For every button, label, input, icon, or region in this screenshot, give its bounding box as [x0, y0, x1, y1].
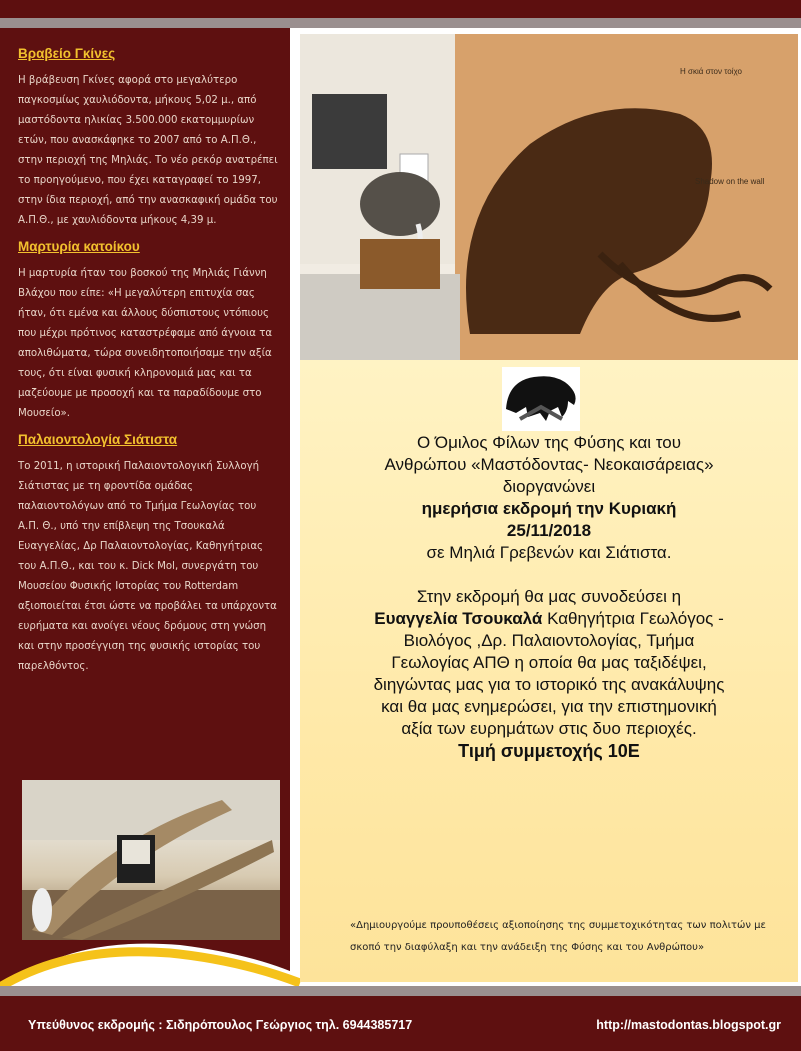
footer-contact: Υπεύθυνος εκδρομής : Σιδηρόπουλος Γεώργιος τηλ. 6944385717 — [28, 1018, 413, 1032]
guide-line-1: Στην εκδρομή θα μας συνοδεύσει η — [416, 587, 682, 606]
mastodon-logo-icon — [502, 367, 580, 431]
footer — [0, 996, 801, 1051]
announcement-line-3: διοργανώνει — [502, 477, 596, 496]
sidebar-heading-testimony: Μαρτυρία κατοίκου — [18, 239, 140, 254]
sidebar-text-testimony: Η μαρτυρία ήταν του βοσκού της Μηλιάς Γιάννη Βλάχου που είπε: «Η μεγαλύτερη επιτυχία σας ήταν, ότι εμένα και άλλους δύσπιστους ντόπιους που μέχρι πρότινος καταστρέφαμε από άγνοια τα απολιθώματα, τώρα συνειδητοποιήσαμε την αξία τους, ότι είναι φυσική κληρονομιά μας και τα μαζεύουμε με προσοχή και τα παραδίδουμε στο Μουσείο». — [18, 268, 273, 419]
top-header-band — [0, 0, 801, 18]
sidebar-content — [18, 46, 280, 685]
announcement-trip-title: ημερήσια εκδρομή την Κυριακή — [421, 499, 677, 518]
wall-text-greek: Η σκιά στον τοίχο — [680, 67, 742, 76]
tusk-exhibit-illustration — [22, 780, 280, 940]
guide-line-5: διηγώντας μας για το ιστορικό της ανακάλυψης — [373, 675, 725, 694]
sidebar-text-guinness: Η βράβευση Γκίνες αφορά στο μεγαλύτερο παγκοσμίως χαυλιόδοντα, μήκους 5,02 μ., από μαστόδοντα ηλικίας 3.500.000 εκατομμυρίων ετών, που ανασκάφηκε το 2007 από το Α.Π.Θ., στην περιοχή της Μηλιάς. Το νέο ρεκόρ ανατρέπει το προηγούμενο, που έχει καταγραφεί το 1997, στην ίδια περιοχή, από την ανασκαφική ομάδα του Α.Π.Θ., με χαυλιόδοντα μήκους 4,39 μ. — [18, 75, 278, 226]
announcement-line-1: Ο Όμιλος Φίλων της Φύσης και του — [416, 433, 682, 452]
announcement-location: σε Μηλιά Γρεβενών και Σιάτιστα. — [426, 543, 672, 562]
guide-line-6: και θα μας ενημερώσει, για την επιστημονική — [381, 697, 717, 716]
top-divider — [0, 18, 801, 28]
sidebar-heading-siatista: Παλαιοντολογία Σιάτιστα — [18, 432, 178, 447]
price-label: Τιμή συμμετοχής 10Ε — [458, 741, 640, 761]
guide-line-3: Βιολόγος ,Δρ. Παλαιοντολογίας, Τμήμα — [403, 631, 695, 650]
tusk-exhibit-photo — [22, 780, 280, 940]
sidebar-heading-guinness: Βραβείο Γκίνες — [18, 46, 116, 61]
sidebar-text-siatista: Το 2011, η ιστορική Παλαιοντολογική Συλλογή Σιάτιστας με τη φροντίδα ομάδας παλαιοντολόγων από το Τμήμα Γεωλογίας του Α.Π. Θ., υπό την επίβλεψη της Τσουκαλά Ευαγγελίας, Δρ Παλαιοντολογίας, Καθηγήτριας του Α.Π.Θ., και του κ. Dick Mol, συνεργάτη του Μουσείου Φυσικής Ιστορίας του Rotterdam αξιοποιείται έτσι ώστε να προβάλει τα υπάρχοντα ευρήματα και ανοίγει νέους δρόμους στη γνώση και στην προσέγγιση της φυσικής ιστορίας του παρελθόντος. — [18, 461, 277, 672]
guide-name: Ευαγγελία Τσουκαλά — [374, 609, 543, 628]
guide-title: Καθηγήτρια Γεωλόγος - — [542, 609, 724, 628]
museum-mastodon-photo — [300, 34, 798, 360]
museum-illustration — [300, 34, 798, 360]
announcement-date: 25/11/2018 — [506, 521, 592, 540]
guide-line-2 — [305, 608, 793, 630]
club-logo — [502, 367, 580, 431]
motto-quote: «Δημιουργούμε προυποθέσεις αξιοποίησης της συμμετοχικότητας των πολιτών με σκοπό την διαφύλαξη και την ανάδειξη της Φύσης και του Ανθρώπου» — [350, 920, 766, 953]
guide-line-7: αξία των ευρημάτων στις δυο περιοχές. — [401, 719, 697, 738]
footer-website-link[interactable]: http://mastodontas.blogspot.gr — [596, 1018, 781, 1032]
announcement-line-2: Ανθρώπου «Μαστόδοντας- Νεοκαισάρειας» — [384, 455, 714, 474]
wall-text-english: Shadow on the wall — [695, 177, 765, 186]
guide-line-4: Γεωλογίας ΑΠΘ η οποία θα μας ταξιδέψει, — [391, 653, 707, 672]
announcement-text — [305, 432, 793, 762]
bottom-divider — [0, 986, 801, 996]
